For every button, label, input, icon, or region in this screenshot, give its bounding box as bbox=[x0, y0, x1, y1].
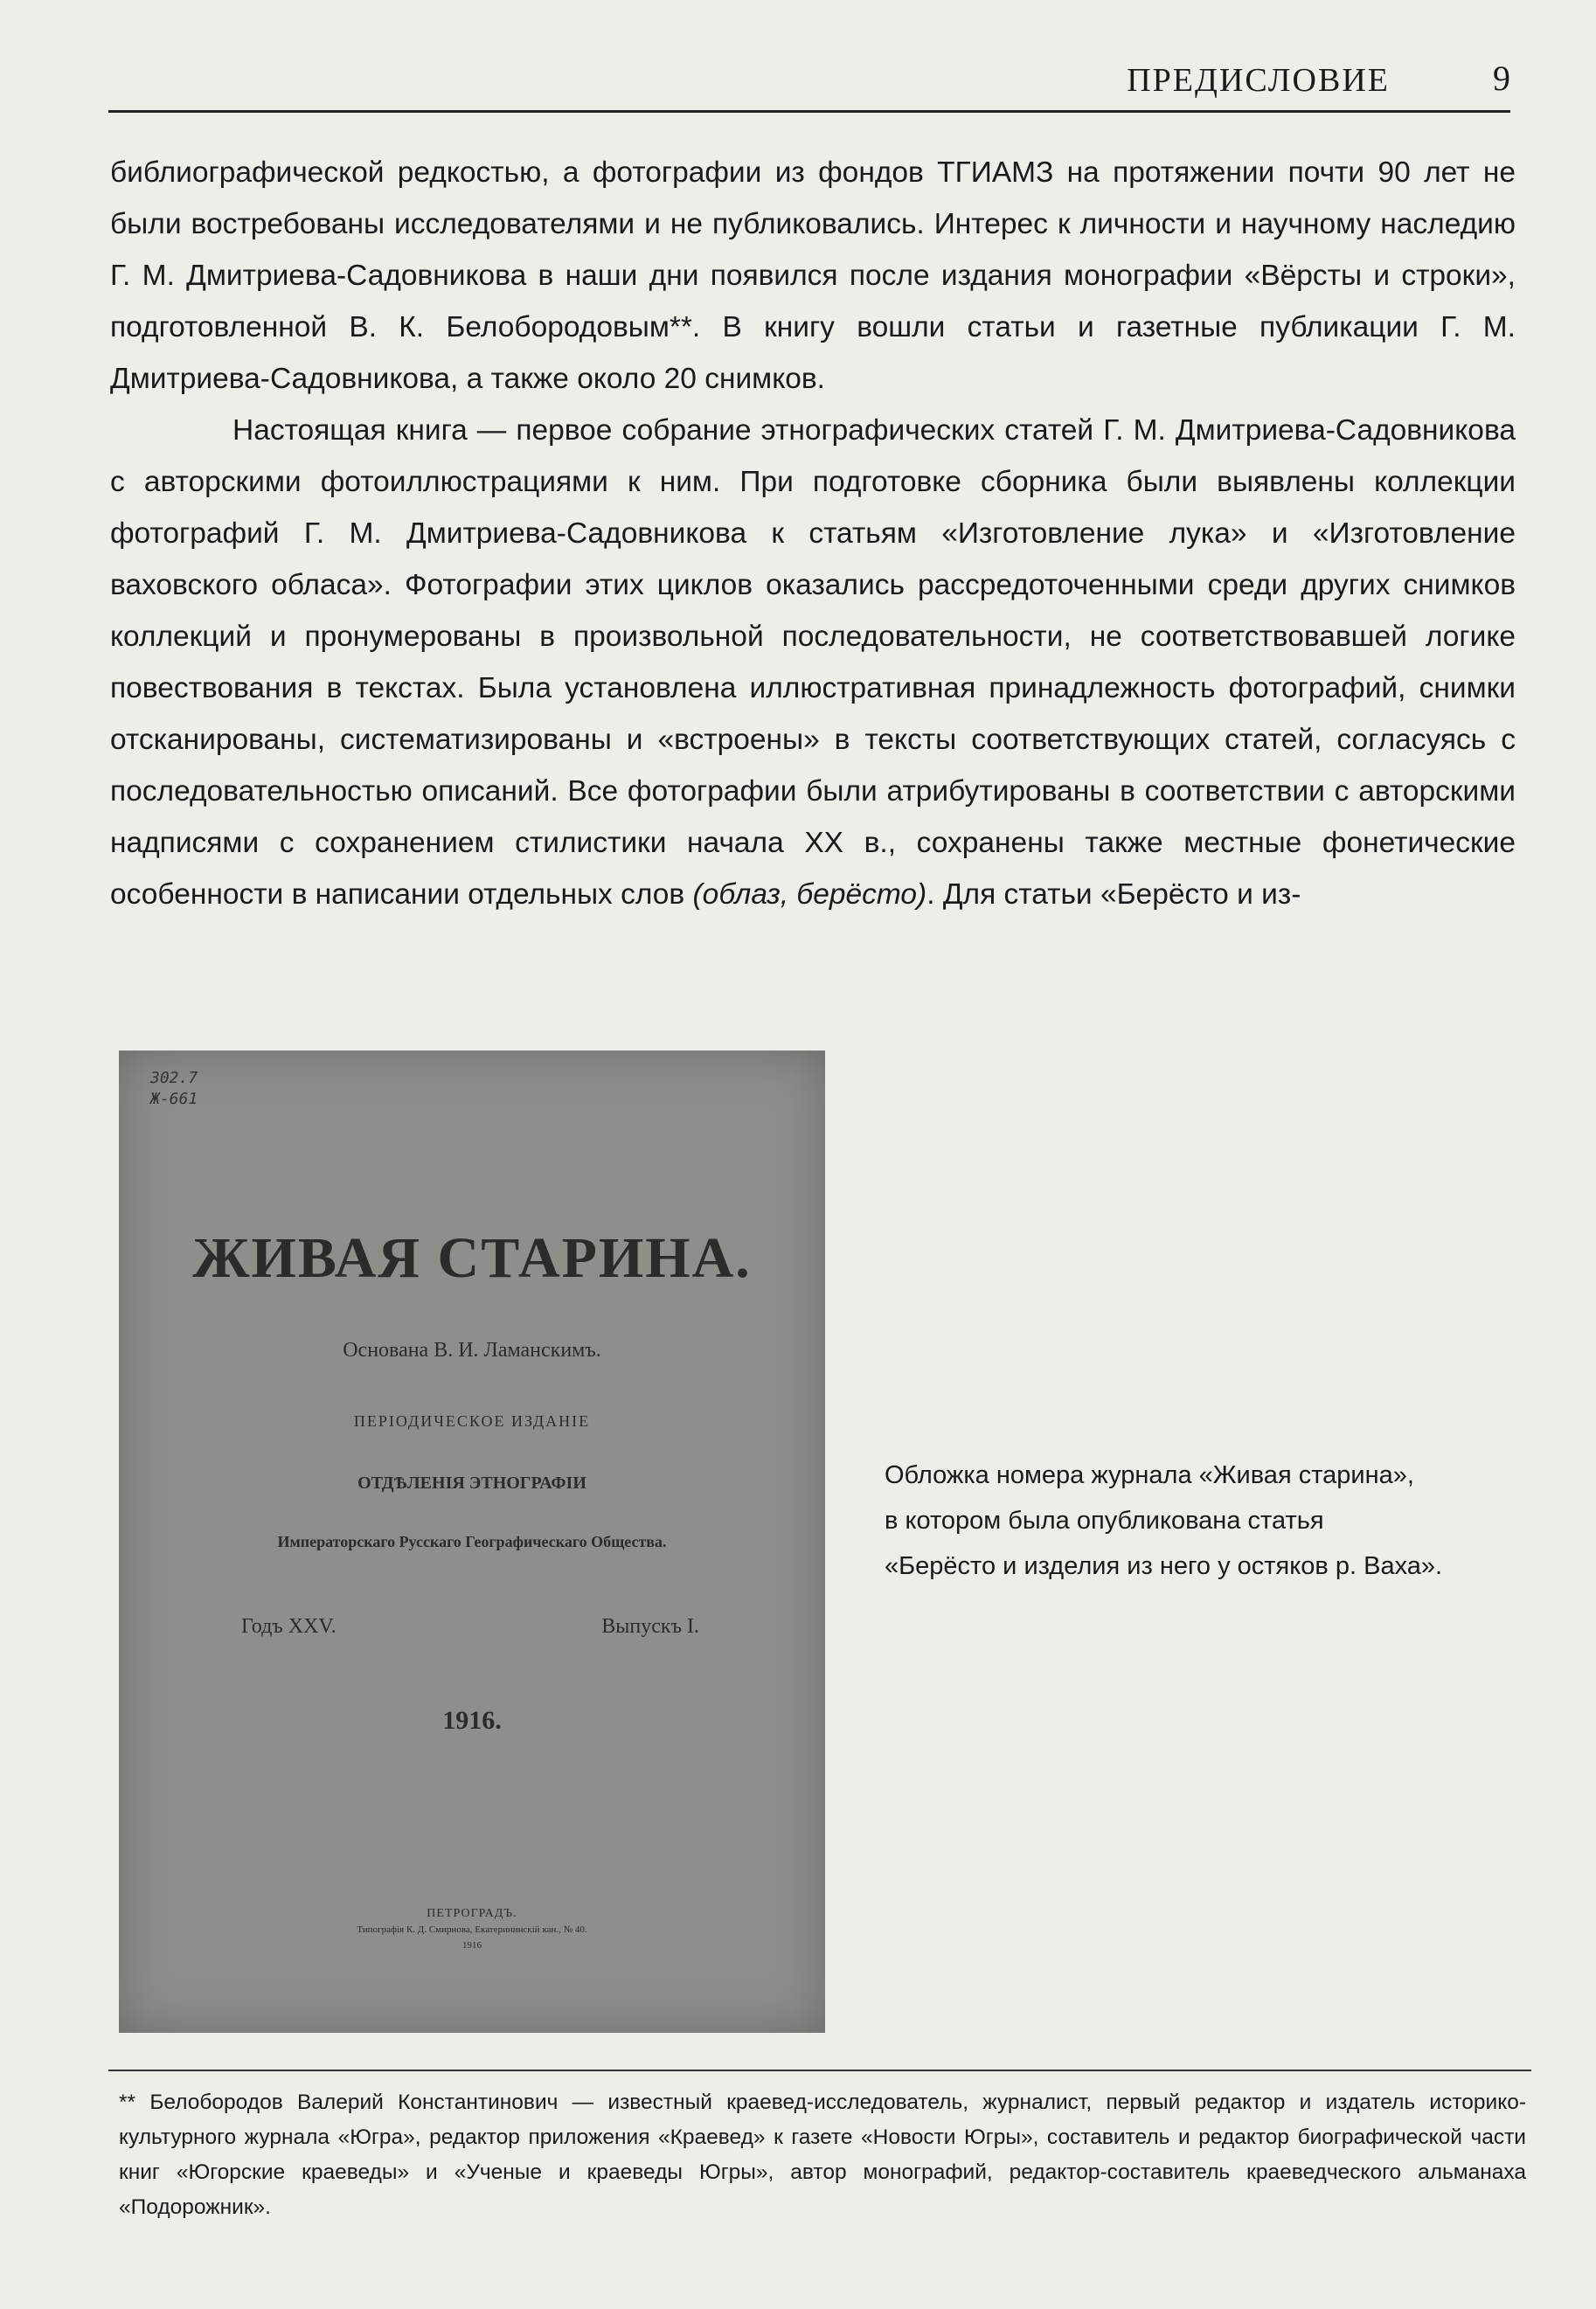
cover-issue: Выпускъ I. bbox=[601, 1615, 699, 1638]
paragraph-2-end: . Для статьи «Берёсто и из- bbox=[926, 878, 1301, 911]
cover-department: ОТДѢЛЕНІЯ ЭТНОГРАФІИ bbox=[357, 1473, 586, 1493]
journal-cover-photo bbox=[119, 1050, 825, 2033]
cover-print-year: 1916 bbox=[462, 1940, 482, 1951]
cover-year: Годъ XXV. bbox=[241, 1615, 337, 1638]
paragraph-1: библиографической редкостью, а фотографии из фондов ТГИАМЗ на протяжении почти 90 лет не были востребованы исследователями и не публиковались. Интерес к личности и научному наследию Г. М. Дмитриева-Садовникова в наши дни появился после издания монографии «Вёрсты и строки», подготовленной В. К. Белобородовым**. В книгу вошли статьи и газетные публикации Г. М. Дмитриева-Садовникова, а также около 20 снимков. bbox=[110, 156, 1516, 395]
footnote-divider bbox=[108, 2070, 1531, 2071]
paragraph-2-italic-words: (облаз, берёсто) bbox=[692, 878, 927, 911]
section-title: ПРЕДИСЛОВИЕ bbox=[1127, 62, 1390, 99]
cover-printer: Типографія К. Д. Смирнова, Екатерининскій кан., № 40. bbox=[357, 1924, 587, 1935]
caption-line-2: в котором была опубликована статья bbox=[885, 1507, 1324, 1535]
figure-caption bbox=[885, 1453, 1531, 1589]
caption-line-1: Обложка номера журнала «Живая старина», bbox=[885, 1461, 1414, 1489]
body-text bbox=[110, 147, 1516, 920]
cover-content bbox=[136, 1085, 808, 2015]
caption-line-3: «Берёсто и изделия из него у остяков р. Ваха». bbox=[885, 1552, 1443, 1580]
shelf-mark-line-1: 302.7 bbox=[150, 1069, 198, 1087]
running-head bbox=[108, 56, 1510, 113]
cover-periodical: ПЕРІОДИЧЕСКОЕ ИЗДАНІЕ bbox=[353, 1412, 591, 1430]
cover-title: ЖИВАЯ СТАРИНА. bbox=[192, 1226, 752, 1290]
cover-founder: Основана В. И. Ламанскимъ. bbox=[343, 1339, 601, 1362]
cover-city: ПЕТРОГРАДЪ. bbox=[427, 1907, 517, 1920]
shelf-mark-line-2: Ж-661 bbox=[150, 1090, 198, 1108]
paragraph-2-text: Настоящая книга — первое собрание этнографических статей Г. М. Дмитриева-Садовникова с авторскими фотоиллюстрациями к ним. При подготовке сборника были выявлены коллекции фотографий Г. М. Дмитриева-Садовникова к статьям «Изготовление лука» и «Изготовление ваховского обласа». Фотографии этих циклов оказались рассредоточенными среди других снимков коллекций и пронумерованы в произвольной последовательности, не соответствовавшей логике повествования в текстах. Была установлена иллюстративная принадлежность фотографий, снимки отсканированы, систематизированы и «встроены» в тексты соответствующих статей, согласуясь с последовательностью описаний. Все фотографии были атрибутированы в соответствии с авторскими надписями с сохранением стилистики начала XX в., сохранены также местные фонетические особенности в написании отдельных слов bbox=[110, 414, 1516, 911]
page-number: 9 bbox=[1493, 59, 1510, 98]
cover-society: Императорскаго Русскаго Географическаго Общества. bbox=[277, 1533, 667, 1550]
footnote: ** Белобородов Валерий Константинович — известный краевед-исследователь, журналист, первый редактор и издатель историко-культурного журнала «Югра», редактор приложения «Краевед» к газете «Новости Югры», составитель и редактор биографической части книг «Югорские краеведы» и «Ученые и краеведы Югры», автор монографий, редактор-составитель краеведческого альманаха «Подорожник». bbox=[119, 2091, 1526, 2219]
paragraph-2 bbox=[110, 405, 1516, 920]
cover-date: 1916. bbox=[442, 1706, 502, 1735]
